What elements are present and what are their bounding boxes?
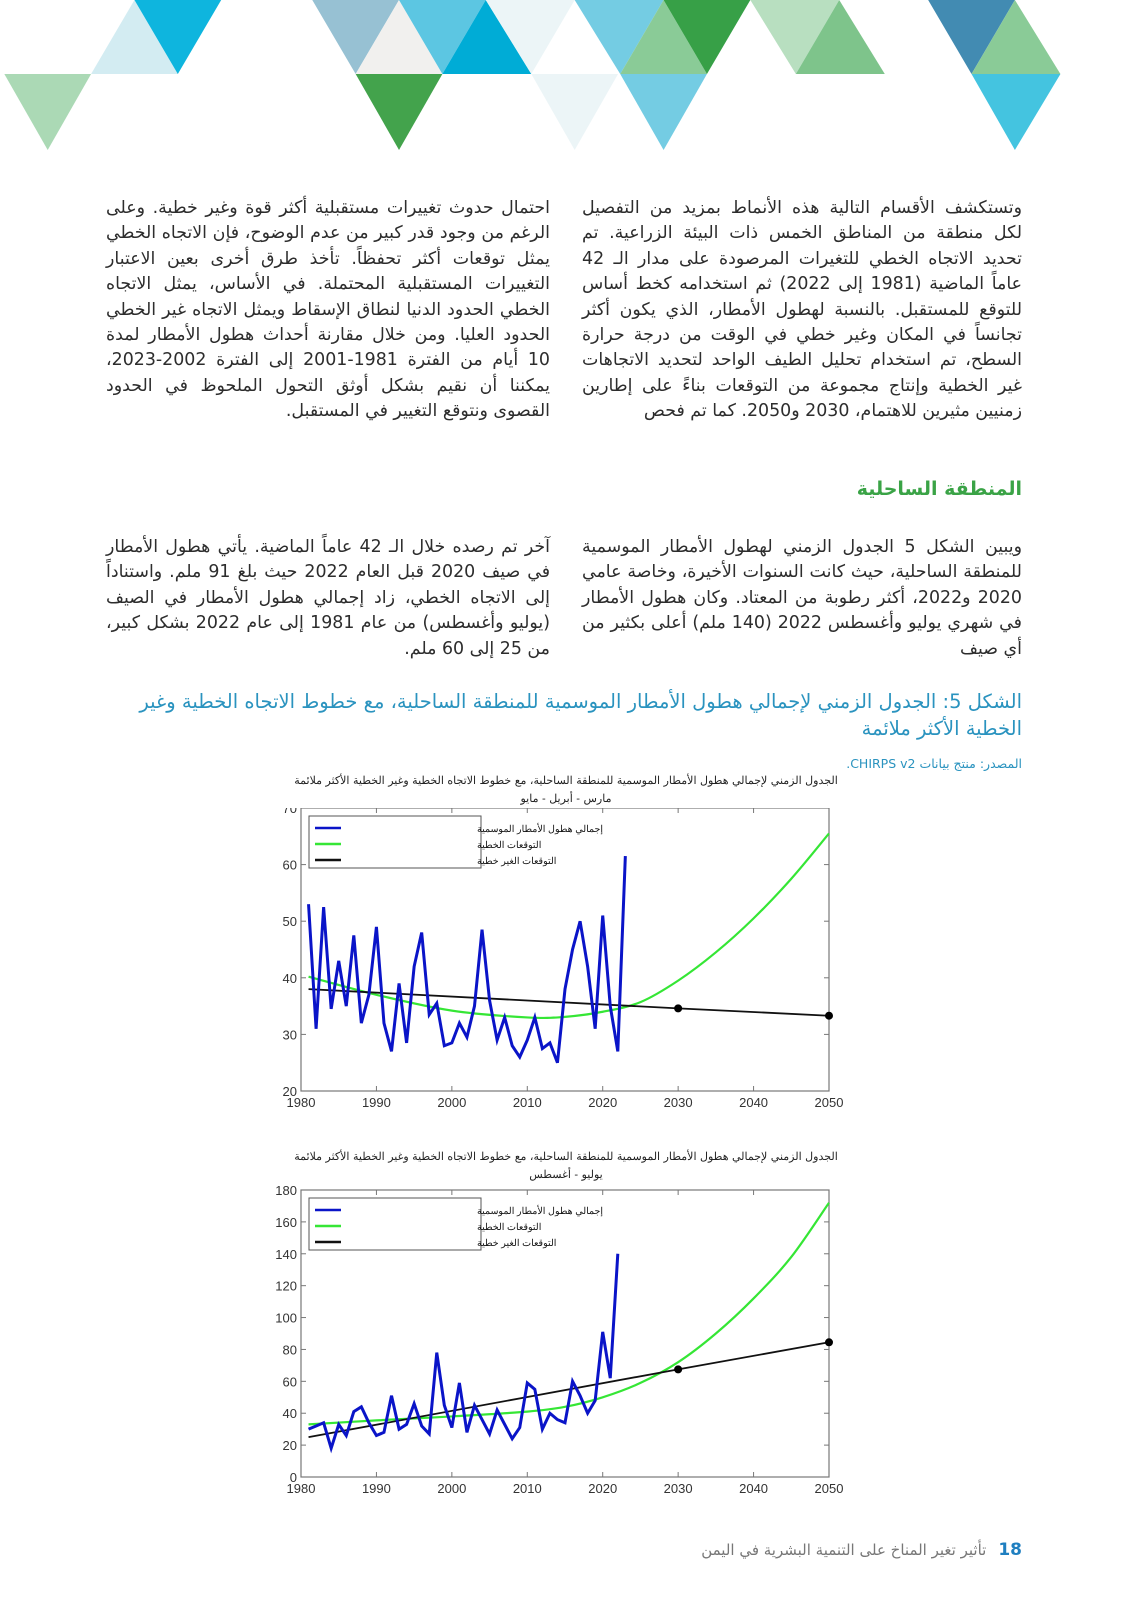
y-tick-label: 80 (282, 1342, 297, 1358)
legend-label: التوقعات الخطية (477, 1222, 542, 1233)
banner-triangle (4, 74, 91, 150)
x-tick-label: 2050 (814, 1481, 844, 1496)
legend-label: إجمالي هطول الأمطار الموسمية (477, 1206, 604, 1217)
banner-triangle (972, 74, 1061, 150)
y-tick-label: 40 (282, 970, 297, 986)
y-tick-label: 180 (275, 1184, 297, 1198)
legend-label: التوقعات الغير خطية (477, 856, 557, 867)
x-tick-label: 2000 (437, 1095, 467, 1110)
y-tick-label: 20 (282, 1438, 297, 1454)
x-tick-label: 2050 (814, 1095, 844, 1110)
x-tick-label: 2010 (512, 1095, 542, 1110)
x-tick-label: 2000 (437, 1481, 467, 1496)
banner-triangle (620, 74, 707, 150)
x-tick-label: 2020 (588, 1481, 618, 1496)
projection-marker (674, 1365, 682, 1373)
y-tick-label: 140 (275, 1246, 297, 1262)
body-paragraph-left-2: آخر تم رصده خلال الـ 42 عاماً الماضية. يأتي هطول الأمطار في صيف 2020 قبل العام 2022 حيث بلغ 91 ملم. واستناداً إلى الاتجاه الخطي، زاد إجمالي هطول الأمطار في الصيف (يوليو وأغسطس) من عام 1981 إلى عام 2022 بشكل كبير، من 25 إلى 60 ملم. (106, 537, 551, 659)
banner-triangle (531, 74, 618, 150)
legend-label: التوقعات الخطية (477, 840, 542, 851)
section-heading: المنطقة الساحلية (856, 478, 1022, 500)
y-tick-label: 0 (289, 1470, 297, 1485)
y-tick-label: 20 (282, 1084, 297, 1099)
x-tick-label: 1990 (361, 1095, 391, 1110)
x-tick-label: 2040 (739, 1481, 769, 1496)
y-tick-label: 60 (282, 1374, 297, 1390)
page-footer (701, 1540, 1022, 1560)
x-tick-label: 1980 (286, 1095, 316, 1110)
x-tick-label: 2010 (512, 1481, 542, 1496)
figure-caption: الشكل 5: الجدول الزمني لإجمالي هطول الأمطار الموسمية للمنطقة الساحلية، مع خطوط الاتجاه الخطية وغير الخطية الأكثر ملائمة (139, 690, 1022, 740)
body-paragraph-right-2: ويبين الشكل 5 الجدول الزمني لهطول الأمطار الموسمية للمنطقة الساحلية، حيث كانت السنوات الأخيرة، وخاصة عامي 2020 و2022، أكثر رطوبة من المعتاد. وكان هطول الأمطار في شهري يوليو وأغسطس 2022 (140 ملم) أعلى بكثير من أي صيف (582, 537, 1022, 659)
y-tick-label: 40 (282, 1406, 297, 1422)
y-tick-label: 60 (282, 857, 297, 873)
x-tick-label: 2020 (588, 1095, 618, 1110)
y-tick-label: 160 (275, 1214, 297, 1230)
decorative-triangle-banner (0, 0, 1132, 160)
projection-marker (825, 1338, 833, 1346)
page-number: 18 (998, 1540, 1022, 1560)
x-tick-label: 1980 (286, 1481, 316, 1496)
chart-plot-area (266, 808, 866, 1148)
chart-ja (266, 1148, 866, 1548)
chart-title: الجدول الزمني لإجمالي هطول الأمطار الموسمية للمنطقة الساحلية، مع خطوط الاتجاه الخطية وغير الخطية الأكثر ملائمة (294, 1150, 838, 1163)
x-tick-label: 2030 (663, 1095, 693, 1110)
chart-subtitle: مارس - أبريل - مايو (520, 792, 612, 805)
projection-marker (674, 1004, 682, 1012)
x-tick-label: 1990 (361, 1481, 391, 1496)
chart-subtitle: يوليو - أغسطس (529, 1168, 603, 1181)
projection-marker (825, 1012, 833, 1020)
figure-source: المصدر: منتج بيانات CHIRPS v2. (846, 756, 1022, 771)
y-tick-label: 30 (282, 1027, 297, 1043)
body-paragraph-right-1: وتستكشف الأقسام التالية هذه الأنماط بمزيد من التفصيل لكل منطقة من المناطق الخمس ذات البيئة الزراعية. تم تحديد الاتجاه الخطي للتغيرات المرصودة على مدار الـ 42 عاماً الماضية (1981 إلى 2022) ثم استخدامه كخط أساس للتوقع للمستقبل. بالنسبة لهطول الأمطار، الذي يكون أكثر تجانساً في المكان وغير خطي في الوقت من درجة حرارة السطح، تم استخدام تحليل الطيف الواحد لتحديد الاتجاهات غير الخطية وإنتاج مجموعة من التوقعات بناءً على إطارين زمنيين مثيرين للاهتمام، 2030 و2050. كما تم فحص (582, 198, 1023, 422)
y-tick-label: 120 (275, 1278, 297, 1294)
y-tick-label: 70 (282, 808, 297, 816)
legend-label: إجمالي هطول الأمطار الموسمية (477, 824, 604, 835)
chart-title: الجدول الزمني لإجمالي هطول الأمطار الموسمية للمنطقة الساحلية، مع خطوط الاتجاه الخطية وغير الخطية الأكثر ملائمة (294, 774, 838, 787)
y-tick-label: 100 (275, 1310, 297, 1326)
x-tick-label: 2040 (739, 1095, 769, 1110)
y-tick-label: 50 (282, 914, 297, 930)
legend-label: التوقعات الغير خطية (477, 1238, 557, 1249)
body-paragraph-left-1: احتمال حدوث تغييرات مستقبلية أكثر قوة وغير خطية. وعلى الرغم من وجود قدر كبير من عدم الوضوح، فإن الاتجاه الخطي يمثل توقعات أكثر تحفظاً. تأخذ طرق أخرى بعين الاعتبار التغييرات المستقبلية المحتملة. في الأساس، يمثل الاتجاه الخطي الحدود الدنيا لنطاق الإسقاط ويمثل الاتجاه غير الخطي الحدود العليا. ومن خلال مقارنة أحداث هطول الأمطار لمدة 10 أيام من الفترة 1981-2001 إلى الفترة 2002-2023، يمكننا أن نقيم بشكل أوثق التحول الملحوظ في الحدود القصوى ونتوقع التغيير في المستقبل. (106, 198, 550, 422)
banner-triangle (356, 74, 443, 150)
chart-mam (266, 772, 866, 1152)
chart-plot-area (266, 1184, 866, 1544)
footer-title: تأثير تغير المناخ على التنمية البشرية في اليمن (701, 1541, 987, 1559)
x-tick-label: 2030 (663, 1481, 693, 1496)
